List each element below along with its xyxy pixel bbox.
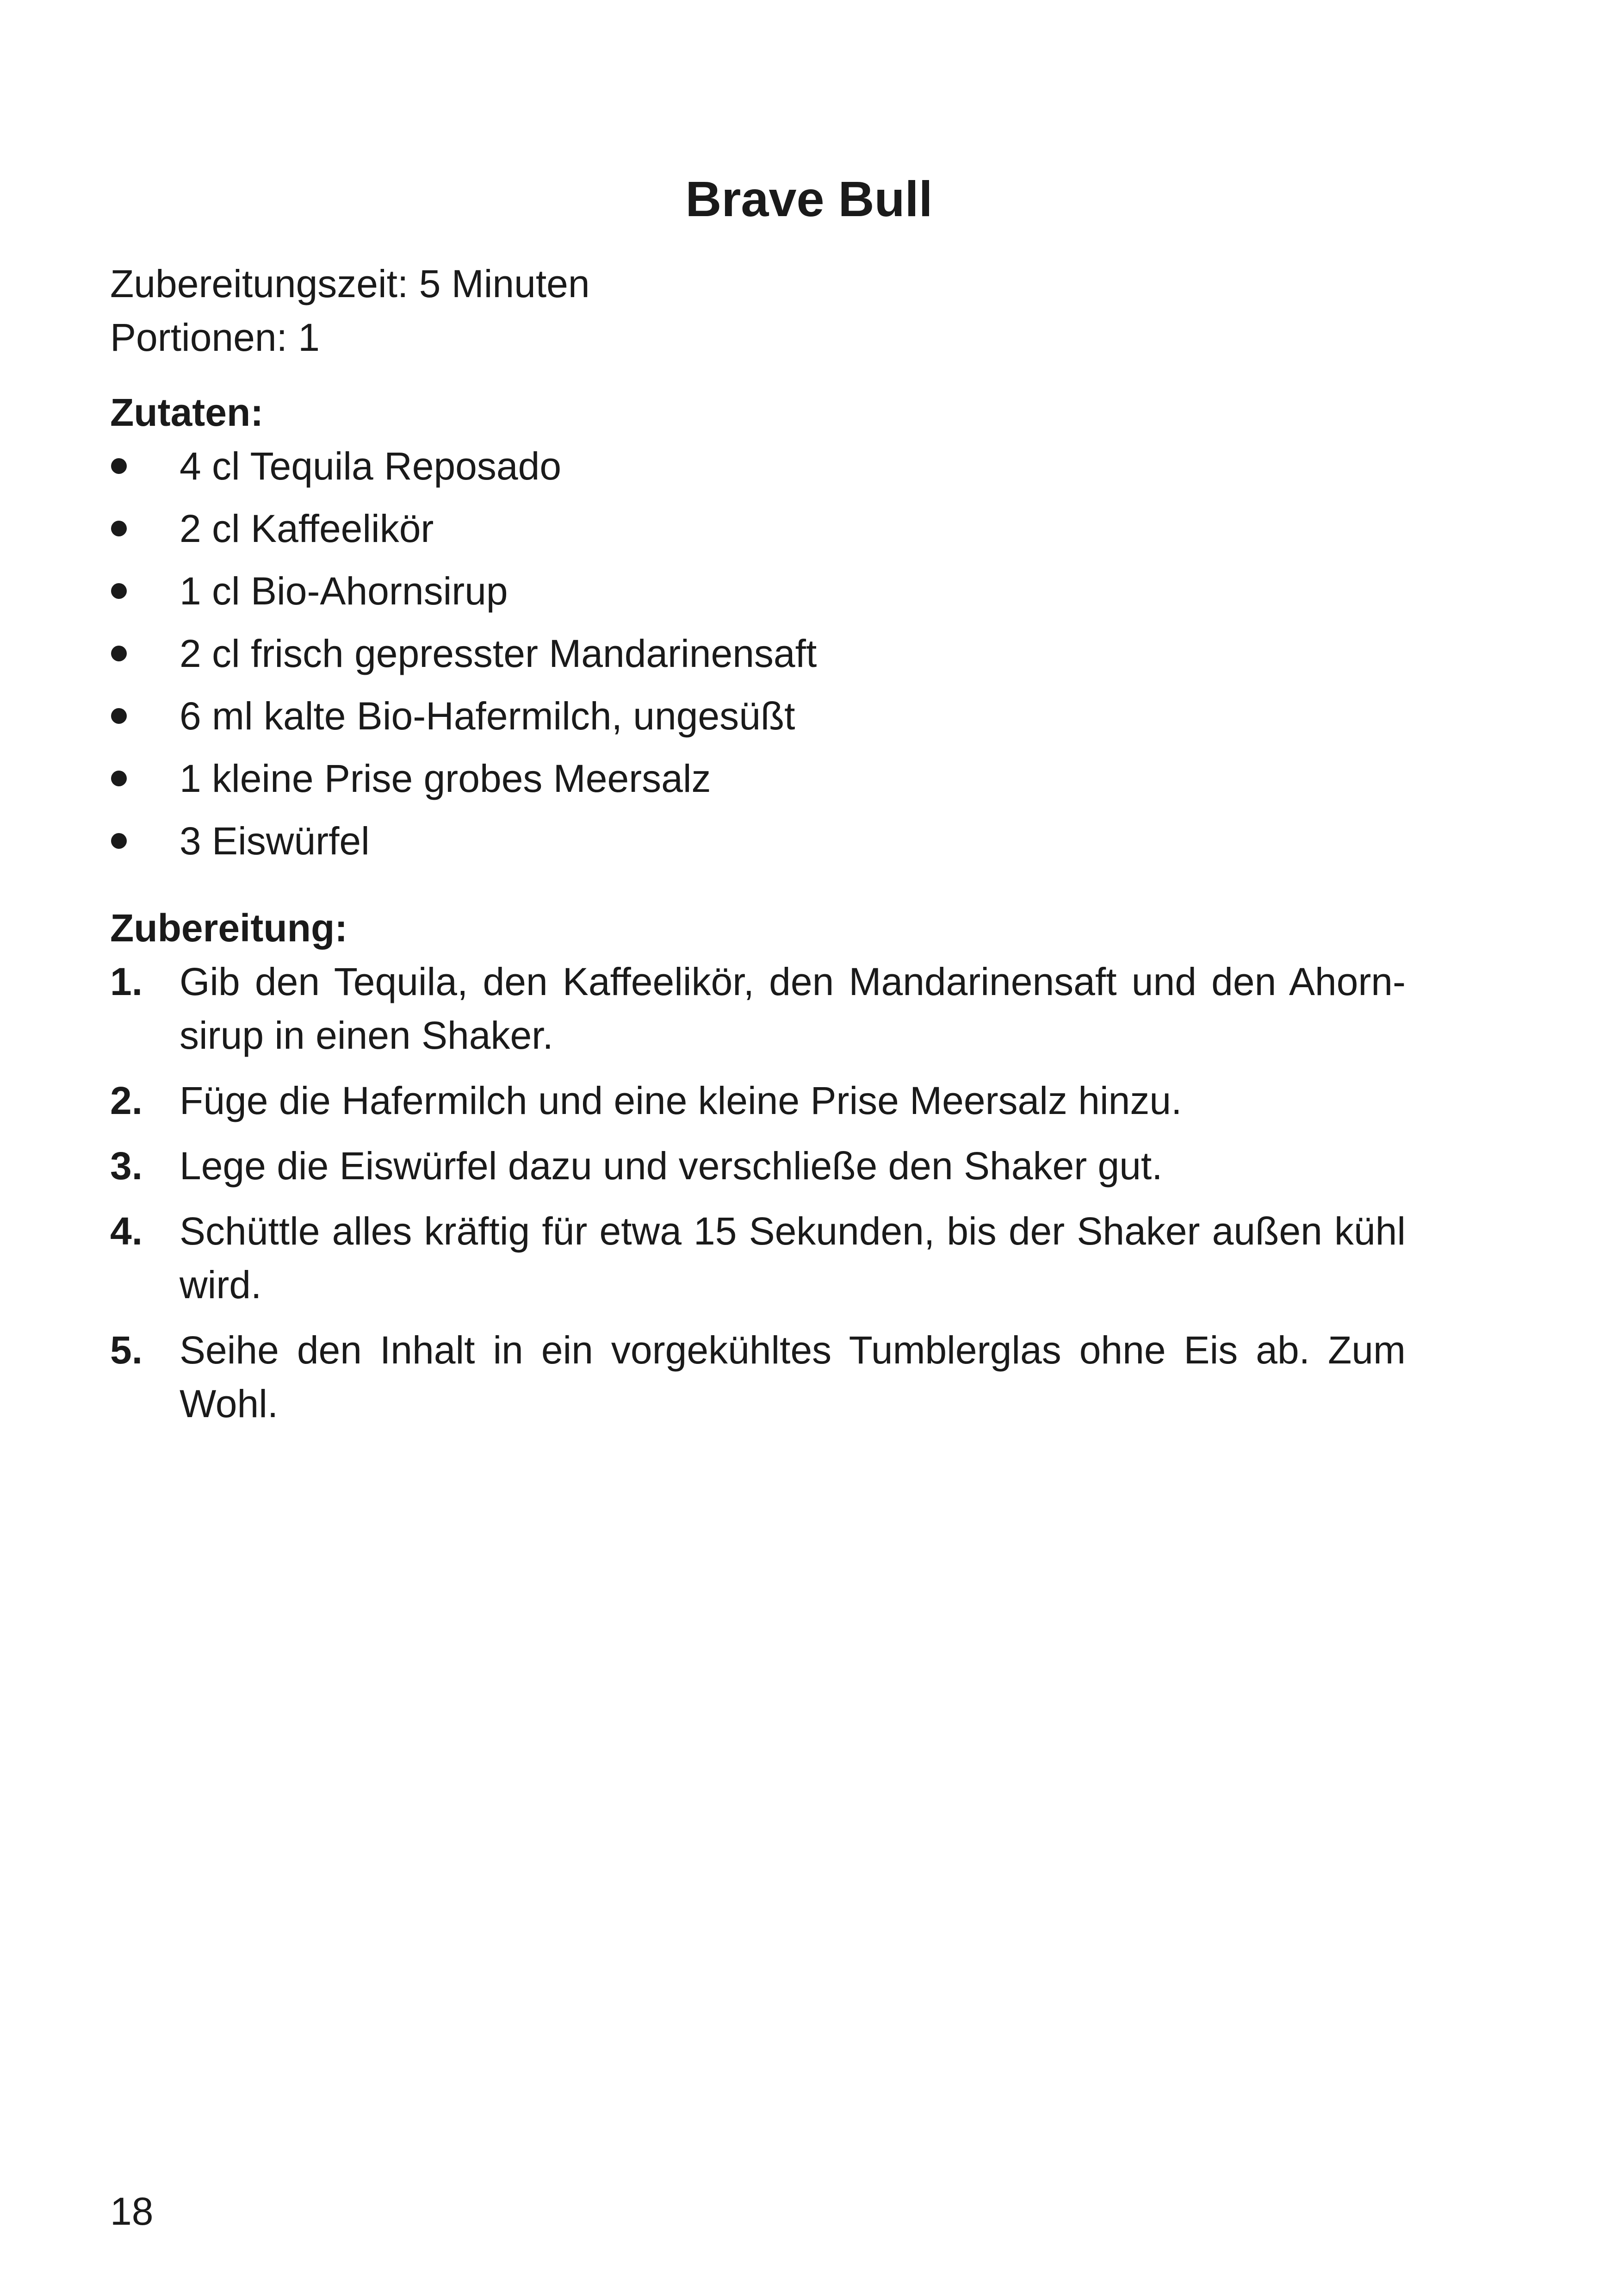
ingredient-item [110, 564, 1406, 618]
ingredient-item [110, 439, 1406, 493]
prep-time: Zubereitungszeit: 5 Minuten [110, 262, 590, 305]
ingredient-text: 3 Eiswürfel [180, 819, 370, 863]
step-number: 3. [110, 1144, 143, 1188]
step-item [110, 1139, 1406, 1193]
ingredient-text: 1 cl Bio-Ahornsirup [180, 569, 508, 613]
bullet-icon [111, 771, 127, 786]
ingredient-item [110, 502, 1406, 555]
bullet-icon [111, 521, 127, 536]
bullet-icon [111, 458, 127, 474]
ingredient-item [110, 689, 1406, 743]
step-number: 2. [110, 1079, 143, 1122]
bullet-icon [111, 583, 127, 599]
step-number: 1. [110, 960, 143, 1003]
ingredient-item [110, 752, 1406, 805]
step-number: 4. [110, 1209, 143, 1253]
steps-heading: Zubereitung: [110, 906, 348, 950]
servings: Portionen: 1 [110, 316, 320, 359]
ingredients-heading: Zutaten: [110, 391, 264, 434]
step-item [110, 1074, 1406, 1127]
ingredient-text: 6 ml kalte Bio-Hafermilch, ungesüßt [180, 694, 795, 738]
bullet-icon [111, 708, 127, 724]
step-text: Füge die Hafermilch und eine kleine Prise Meersalz hinzu. [180, 1079, 1182, 1122]
bullet-icon [111, 833, 127, 849]
page-number: 18 [110, 2190, 154, 2233]
ingredient-text: 1 kleine Prise grobes Meersalz [180, 757, 711, 800]
ingredients-list [110, 439, 1406, 868]
step-text: Seihe den Inhalt in ein vorgekühltes Tumblerglas ohne Eis ab. Zum Wohl. [180, 1328, 1406, 1425]
steps-list [110, 955, 1406, 1431]
step-text: Gib den Tequila, den Kaffeelikör, den Mandarinensaft und den Ahornsirup in einen Shaker. [180, 960, 1406, 1057]
recipe-title: Brave Bull [685, 171, 933, 227]
ingredient-text: 2 cl Kaffeelikör [180, 507, 434, 550]
ingredient-item [110, 627, 1406, 680]
step-number: 5. [110, 1328, 143, 1372]
step-item [110, 955, 1406, 1062]
ingredient-text: 2 cl frisch gepresster Mandarinensaft [180, 632, 817, 675]
step-text: Lege die Eiswürfel dazu und verschließe den Shaker gut. [180, 1144, 1163, 1188]
ingredient-item [110, 814, 1406, 868]
ingredient-text: 4 cl Tequila Reposado [180, 444, 562, 488]
bullet-icon [111, 646, 127, 661]
recipe-body [110, 257, 1406, 1442]
step-item [110, 1323, 1406, 1431]
step-text: Schüttle alles kräftig für etwa 15 Sekunden, bis der Shaker außen kühl wird. [180, 1209, 1406, 1307]
step-item [110, 1204, 1406, 1312]
